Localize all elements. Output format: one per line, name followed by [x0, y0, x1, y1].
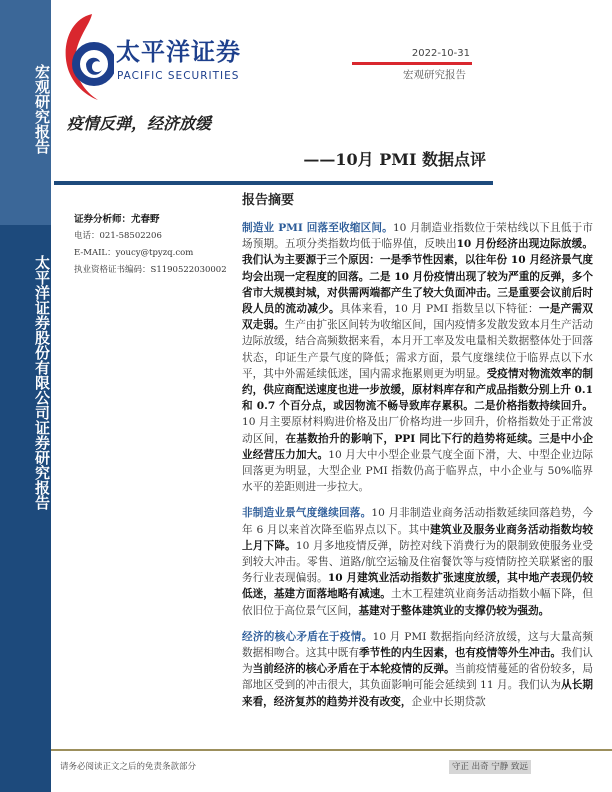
body-text: 具体来看，10 月 PMI 指数呈以下特征： [339, 303, 539, 316]
bold-text: 受疫情对物流效率的制约，供应商配送速度也进一步放缓，原材料库存和产成品指数分别上升 0.1 和 0.7 个百分点，或因物流不畅导致库存累积。二是价格指数持续回升。 [242, 367, 594, 413]
paragraph-lead: 非制造业景气度继续回落。 [242, 507, 372, 520]
body-text: 10 月 PMI 数据指向经济放缓，这与大量高频数据相吻合。这其中既有 [242, 630, 593, 660]
footer-disclaimer: 请务必阅读正文之后的免责条款部分 [60, 762, 197, 772]
page-subtitle: ——10月 PMI 数据点评 [303, 150, 486, 169]
header-divider [54, 181, 493, 185]
report-type: 宏观研究报告 [403, 69, 466, 81]
body-text: 土木工程建筑业商务活动指数小幅下降，但依旧位于高位景气区间， [242, 588, 594, 617]
page-title: 疫情反弹，经济放缓 [67, 114, 212, 133]
footer-row [51, 751, 531, 774]
body-text: 我们认为 [242, 647, 594, 676]
analyst-name: 证券分析师：尤春野 [74, 214, 160, 225]
bold-text: 基建对于整体建筑业的支撑仍较为强劲。 [358, 604, 550, 617]
body-text: 10 月非制造业商务活动指数延续回落趋势，今年 6 月以来首次降至临界点以下。其中 [242, 507, 593, 536]
brand-name-cn: 太平洋证券 [116, 38, 241, 66]
main-flow [51, 220, 612, 782]
summary-paragraph [242, 220, 593, 495]
body-text: 当前疫情蔓延的省份较多，局部地区受到的冲击很大，其负面影响可能会延续到 11 月。我们认为 [242, 663, 594, 692]
red-divider [352, 62, 472, 65]
body-text: 企业中长期贷款 [411, 695, 486, 708]
bold-text: 建筑业及服务业商务活动指数均较上月下降。 [242, 523, 593, 552]
paragraph-lead: 经济的核心矛盾在于疫情。 [242, 630, 373, 643]
bold-text: 10 月份经济出现边际放缓。我们认为主要源于三个原因：一是季节性因素，以往年份 10 月经济景气度均会出现一定程度的回落。二是 10 月份疫情出现了较为严重的反弹，多个省市大规模封城，对供需两端都产生了较大负面冲击。三是重要会议前后时段人员的流动减少。 [242, 238, 593, 316]
summary-paragraph [242, 505, 593, 618]
report-date: 2022-10-31 [411, 48, 470, 59]
summary-paragraph [242, 629, 593, 710]
analyst-cert: 执业资格证书编码：S1190522030002 [74, 265, 227, 275]
bold-text: 当前经济的核心矛盾在于本轮疫情的反弹。 [252, 663, 455, 676]
bold-text: 10 月建筑业活动指数扩张速度放缓，其中地产表现仍较低迷，基建方面落地略有减速。 [242, 572, 593, 601]
body-text: 生产由扩张区间转为收缩区间，国内疫情多发散发致本月生产活动边际放缓，结合高频数据来看，本月开工率及发电量相关数据整体处于回落状态，印证生产景气度的降低；需求方面，景气度继续位于临界点以下水平，其中外需延续低迷，国内需求拖累则更为明显。 [242, 319, 594, 380]
bold-text: 季节性的内生因素，也有疫情等外生冲击。 [359, 647, 562, 660]
bold-text: 一是产需双双走弱。 [242, 303, 594, 332]
bold-text: 在基数抬升的影响下，PPI 同比下行的趋势将延续。三是中小企业经营压力加大。 [242, 432, 594, 461]
sidebar-report-type: 宏观研究报告 [33, 64, 51, 154]
body-text: 10 月制造业指数位于荣枯线以下且低于市场预期。五项分类指数均低于临界值，反映出 [242, 222, 593, 251]
sidebar-company: 太平洋证券股份有限公司证券研究报告 [33, 255, 51, 510]
body-text: 10 月主要原材料购进价格及出厂价格均进一步回升，价格指数处于正常波动区间， [242, 416, 593, 445]
analyst-phone: 电话：021-58502206 [74, 231, 162, 241]
footer-motto: 守正 出奇 宁静 致远 [449, 760, 531, 774]
bold-text: 从长期来看，经济复苏的趋势并没有改变， [242, 679, 594, 708]
pacific-securities-logo-icon [62, 12, 114, 102]
paragraph-lead: 制造业 PMI 回落至收缩区间。 [242, 222, 393, 234]
body-text: 10 月大中小型企业景气度全面下滑，大、中型企业边际回落更为明显，大型企业 PMI 指数仍高于临界点，中小企业与 50%临界水平的差距则进一步拉大。 [242, 448, 593, 494]
body-text: 10 月多地疫情反弹，防控对线下消费行为的限制致使服务业受到较大冲击。零售、道路/航空运输及住宿餐饮等与疫情防控关联紧密的服务行业表现偏弱。 [242, 539, 593, 585]
brand-name-en: PACIFIC SECURITIES [117, 70, 240, 82]
analyst-email[interactable]: E-MAIL：youcy@tpyzq.com [74, 248, 194, 258]
summary-heading: 报告摘要 [242, 193, 295, 208]
page-footer [51, 749, 612, 782]
summary-body [242, 220, 593, 710]
